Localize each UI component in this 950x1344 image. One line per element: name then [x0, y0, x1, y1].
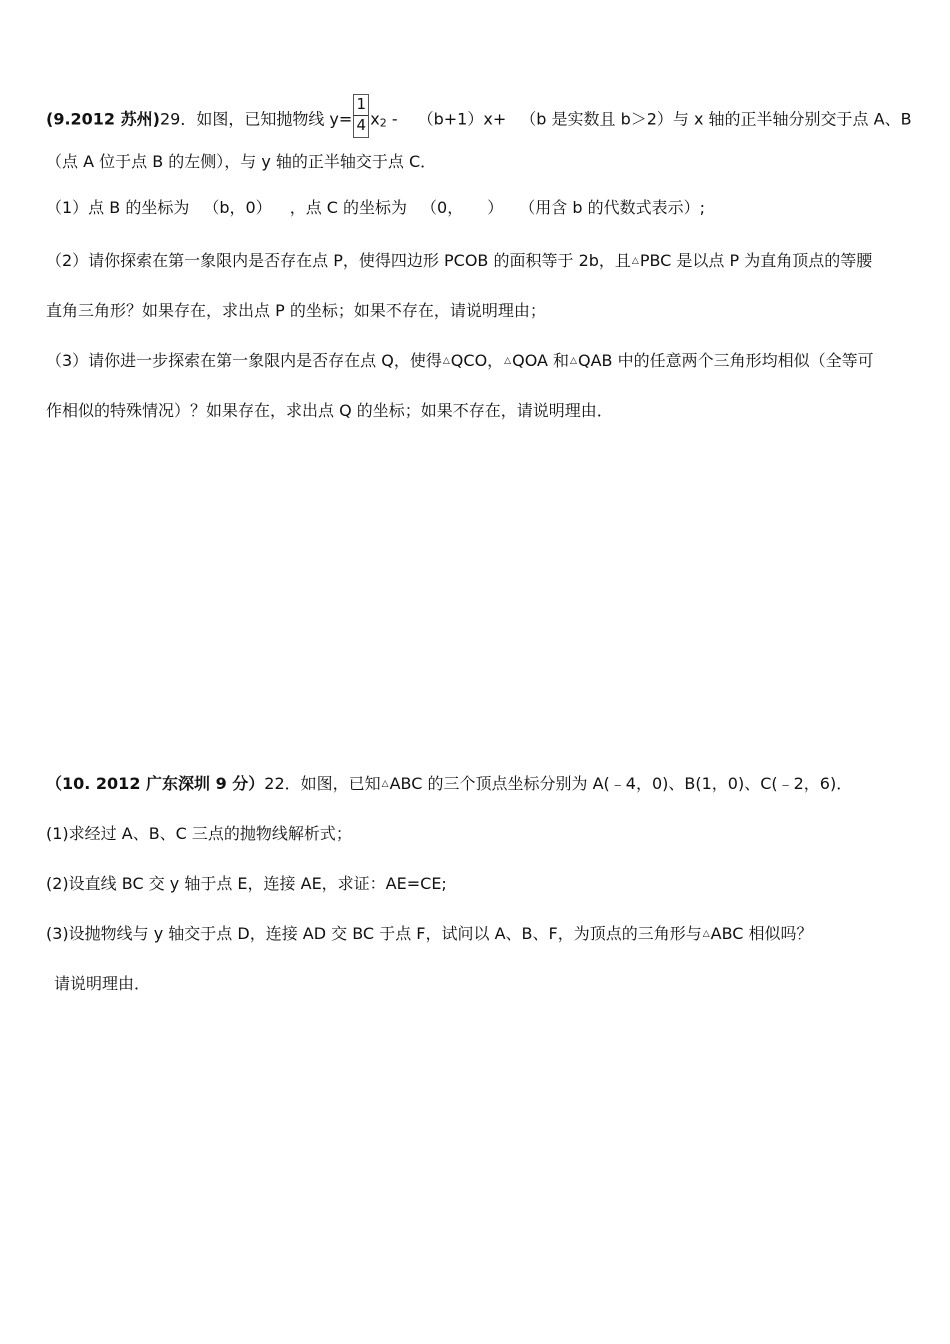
q3-text-part1: （3）请你进一步探索在第一象限内是否存在点 Q，使得	[46, 351, 442, 370]
problem10-line1	[46, 773, 852, 795]
q1-note: （用含 b 的代数式表示）;	[519, 198, 705, 217]
problem10-q3-part1: (3)设抛物线与 y 轴交于点 D，连接 AD 交 BC 于点 F，试问以 A、B、F，为顶点的三角形与	[46, 924, 702, 943]
problem9-line2: （点 A 位于点 B 的左侧），与 y 轴的正半轴交于点 C．	[46, 152, 437, 171]
problem9-intro: 29．如图，已知抛物线 y=	[159, 109, 353, 129]
problem10-q3-line1	[46, 923, 813, 945]
triangle-symbol: △	[504, 356, 512, 366]
fraction-one-quarter	[353, 94, 369, 138]
variable-x: x	[370, 109, 380, 129]
problem10-intro-part1: 22．如图，已知	[264, 774, 381, 793]
point-c-answer-open: （0，	[421, 198, 464, 217]
problem9-q2-line1	[46, 250, 872, 272]
problem9-q3-line1	[46, 350, 874, 372]
problem9-q2-line2: 直角三角形？如果存在，求出点 P 的坐标；如果不存在，请说明理由；	[46, 301, 546, 320]
triangle-symbol: △	[442, 356, 450, 366]
q2-text-part1: （2）请你探索在第一象限内是否存在点 P，使得四边形 PCOB 的面积等于 2b，且	[46, 251, 631, 270]
problem9-mid: （b+1）x+	[417, 109, 507, 129]
problem10-q3-line2: 请说明理由．	[54, 974, 151, 993]
triangle-symbol: △	[570, 356, 577, 366]
triangle-symbol: △	[381, 779, 389, 789]
problem9-line1	[46, 95, 912, 142]
problem10-intro-part2: ABC 的三个顶点坐标分别为 A(﹣4，0)、B(1，0)、C(﹣2，6)．	[389, 774, 853, 793]
problem10-q3-part2: ABC 相似吗？	[710, 924, 813, 943]
problem10-q2: (2)设直线 BC 交 y 轴于点 E，连接 AE，求证：AE=CE;	[46, 874, 447, 893]
triangle-symbol: △	[631, 256, 639, 266]
problem9-q1	[46, 197, 705, 219]
fraction-denominator: 4	[356, 116, 367, 134]
triangle-symbol: △	[702, 929, 710, 939]
subscript-2: 2	[379, 116, 387, 130]
q2-text-part2: PBC 是以点 P 为直角顶点的等腰	[639, 251, 873, 270]
q1-label: （1）点 B 的坐标为	[46, 198, 190, 217]
problem10-q1: (1)求经过 A、B、C 三点的抛物线解析式；	[46, 824, 352, 843]
point-c-answer-close: ）	[487, 198, 504, 217]
q3-text-part3: QOA 和	[512, 351, 570, 370]
problem9-source: (9.2012 苏州)	[46, 109, 160, 129]
q1-point-c-label: ，点 C 的坐标为	[289, 198, 408, 217]
problem9-q3-line2: 作相似的特殊情况）？如果存在，求出点 Q 的坐标；如果不存在，请说明理由．	[46, 401, 613, 420]
minus-sign: -	[386, 109, 398, 129]
point-b-answer: （b，0）	[203, 198, 272, 217]
q3-text-part4: QAB 中的任意两个三角形均相似（全等可	[577, 351, 874, 370]
q3-text-part2: QCO，	[450, 351, 504, 370]
fraction-numerator: 1	[354, 95, 368, 116]
problem9-tail: （b 是实数且 b＞2）与 x 轴的正半轴分别交于点 A、B	[520, 109, 912, 129]
problem10-source: （10. 2012 广东深圳 9 分）	[46, 774, 265, 793]
